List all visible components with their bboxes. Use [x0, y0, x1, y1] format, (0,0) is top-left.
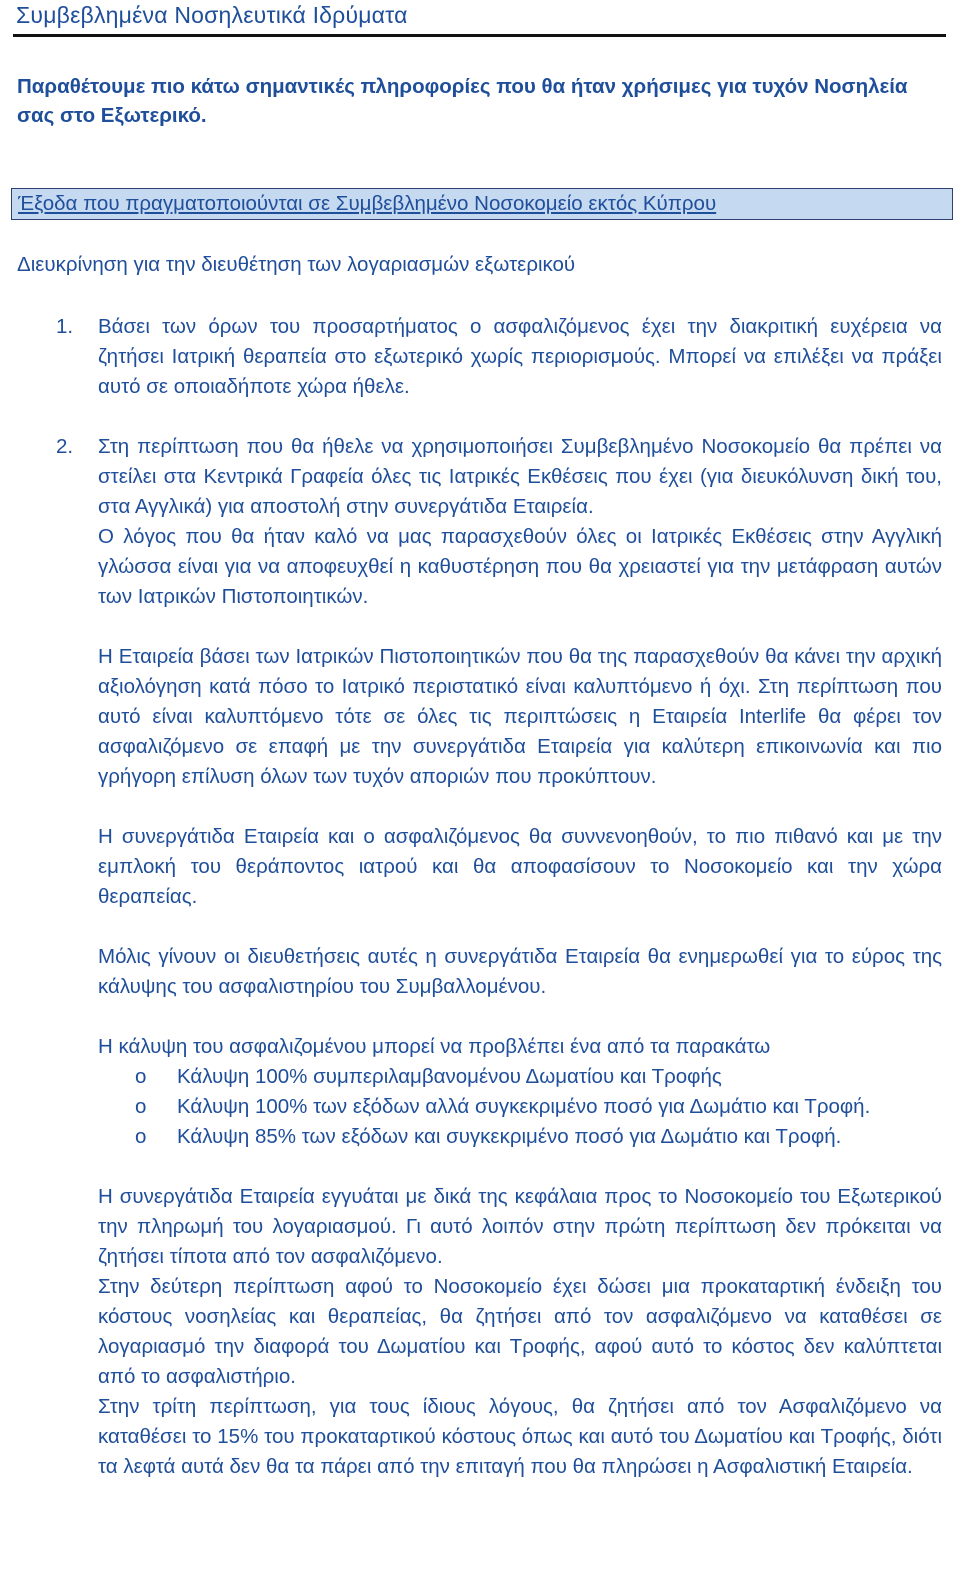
paragraph-second-case: Στην δεύτερη περίπτωση αφού το Νοσοκομείο έχει δώσει μια προκαταρτική ένδειξη του κόστους νοσηλείας και θεραπείας, θα ζητήσει από τον ασφαλιζόμενο να καταθέσει σε λογαριασμό την διαφορά του Δωματίου και Τροφής, αφού αυτό το κόστος δεν καλύπτεται από το ασφαλιστήριο. [98, 1275, 942, 1388]
list-item [98, 1092, 942, 1122]
coverage-option-text: Κάλυψη 85% των εξόδων και συγκεκριμένο ποσό για Δωμάτιο και Τροφή. [177, 1125, 842, 1148]
title-divider [13, 34, 946, 37]
item-number: 2. [56, 435, 74, 458]
paragraph-reason: Ο λόγος που θα ήταν καλό να μας παρασχεθούν όλες οι Ιατρικές Εκθέσεις στην Αγγλική γλώσσα είναι για να αποφευχθεί η καθυστέρηση που θα χρειαστεί για την μετάφραση αυτών των Ιατρικών Πιστοποιητικών. [98, 525, 942, 608]
list-item [98, 1062, 942, 1092]
item-number: 1. [56, 315, 74, 338]
section-heading-box [11, 188, 953, 220]
bullet-marker: o [135, 1125, 147, 1148]
paragraph-arrangements: Μόλις γίνουν οι διευθετήσεις αυτές η συνεργάτιδα Εταιρεία θα ενημερωθεί για το εύρος της κάλυψης του ασφαλιστηρίου του Συμβαλλομένου. [98, 945, 942, 998]
section-heading: Έξοδα που πραγματοποιούνται σε Συμβεβλημένο Νοσοκομείο εκτός Κύπρου [18, 192, 717, 215]
paragraph-guarantee: Η συνεργάτιδα Εταιρεία εγγυάται με δικά της κεφάλαια προς το Νοσοκομείο του Εξωτερικού την πληρωμή του λογαριασμού. Γι αυτό λοιπόν στην πρώτη περίπτωση δεν πρόκειται να ζητήσει τίποτα από τον ασφαλιζόμενο. [98, 1185, 942, 1268]
bullet-marker: o [135, 1065, 147, 1088]
page-title: Συμβεβλημένα Νοσηλευτικά Ιδρύματα [16, 2, 408, 28]
numbered-item-1 [56, 312, 942, 402]
bullet-marker: o [135, 1095, 147, 1118]
list-item [98, 1122, 942, 1152]
document-body [56, 312, 942, 1482]
coverage-options-list [98, 1062, 942, 1152]
intro-text: Παραθέτουμε πιο κάτω σημαντικές πληροφορίες που θα ήταν χρήσιμες για τυχόν Νοσηλεία σας στο Εξωτερικό. [17, 75, 908, 127]
paragraph-agreement: Η συνεργάτιδα Εταιρεία και ο ασφαλιζόμενος θα συννενοηθούν, το πιο πιθανό και με την εμπλοκή του θεράποντος ιατρού και θα αποφασίσουν το Νοσοκομείο και την χώρα θεραπείας. [98, 825, 942, 908]
coverage-option-text: Κάλυψη 100% συμπεριλαμβανομένου Δωματίου και Τροφής [177, 1065, 722, 1088]
coverage-option-text: Κάλυψη 100% των εξόδων αλλά συγκεκριμένο ποσό για Δωμάτιο και Τροφή. [177, 1095, 871, 1118]
paragraph-third-case: Στην τρίτη περίπτωση, για τους ίδιους λόγους, θα ζητήσει από τον Ασφαλιζόμενο να καταθέσει το 15% του προκαταρτικού κόστους όπως και αυτό του Δωματίου και Τροφής, διότι τα λεφτά αυτά δεν θα τα πάρει από την επιταγή που θα πληρώσει η Ασφαλιστική Εταιρεία. [98, 1395, 942, 1478]
paragraph-assessment: Η Εταιρεία βάσει των Ιατρικών Πιστοποιητικών που θα της παρασχεθούν θα κάνει την αρχική αξιολόγηση κατά πόσο το Ιατρικό περιστατικό είναι καλυπτόμενο ή όχι. Στη περίπτωση που αυτό είναι καλυπτόμενο τότε σε όλες τις περιπτώσεις η Εταιρεία Interlife θα φέρει τον ασφαλιζόμενο σε επαφή με την συνεργάτιδα Εταιρεία για καλύτερη επικοινωνία και πιο γρήγορη επίλυση όλων των τυχόν αποριών που προκύπτουν. [98, 645, 942, 788]
subtitle: Διευκρίνηση για την διευθέτηση των λογαριασμών εξωτερικού [17, 253, 576, 276]
numbered-item-2 [56, 432, 942, 522]
item-text: Στη περίπτωση που θα ήθελε να χρησιμοποιήσει Συμβεβλημένο Νοσοκομείο θα πρέπει να στείλει στα Κεντρικά Γραφεία όλες τις Ιατρικές Εκθέσεις που έχει (για διευκόλυνση δική του, στα Αγγλικά) για αποστολή στην συνεργάτιδα Εταιρεία. [98, 435, 942, 518]
coverage-intro: Η κάλυψη του ασφαλιζομένου μπορεί να προβλέπει ένα από τα παρακάτω [98, 1035, 771, 1058]
item-text: Βάσει των όρων του προσαρτήματος ο ασφαλιζόμενος έχει την διακριτική ευχέρεια να ζητήσει Ιατρική θεραπεία στο εξωτερικό χωρίς περιορισμούς. Μπορεί να επιλέξει να πράξει αυτό σε οποιαδήποτε χώρα ήθελε. [98, 315, 942, 398]
